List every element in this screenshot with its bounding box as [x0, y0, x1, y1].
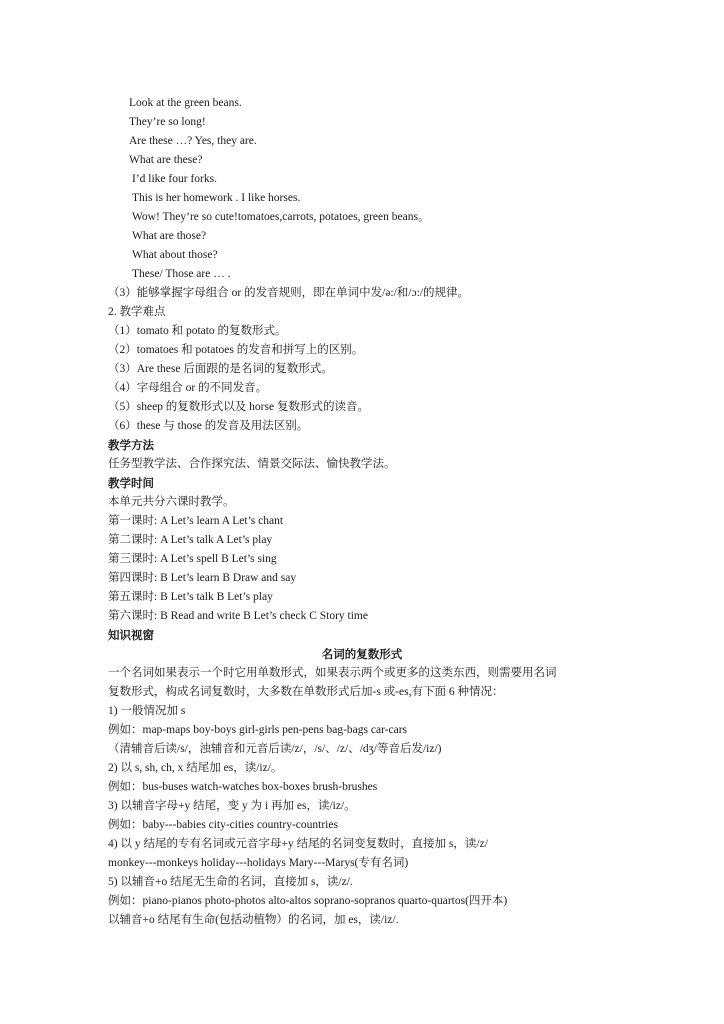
difficulty-item: （1）tomato 和 potato 的复数形式。 — [108, 325, 287, 337]
example-line: monkey---monkeys holiday---holidays Mary---Marys(专有名词) — [108, 857, 409, 869]
difficulty-item: （3）Are these 后面跟的是名词的复数形式。 — [108, 363, 333, 375]
lesson-item: 第六课时: B Read and write B Let’s check C Story time — [108, 610, 368, 622]
example-line: 例如：bus-buses watch-watches box-boxes brush-brushes — [108, 781, 378, 793]
lesson-item: 第三课时: A Let’s spell B Let’s sing — [108, 553, 277, 565]
section-title: 名词的复数形式 — [321, 647, 403, 661]
paragraph: 一个名词如果表示一个时它用单数形式，如果表示两个或更多的这类东西，则需要用名词 — [108, 667, 557, 679]
paragraph: 本单元共分六课时教学。 — [108, 496, 235, 508]
lesson-item: 第四课时: B Let’s learn B Draw and say — [108, 572, 297, 584]
dialogue-line: I’d like four forks. — [132, 173, 217, 185]
paragraph: 任务型教学法、合作探究法、情景交际法、愉快教学法。 — [108, 458, 396, 470]
rule-item: 4) 以 y 结尾的专有名词或元音字母+y 结尾的名词变复数时，直接加 s，读/z/ — [108, 838, 488, 850]
example-line: 例如：baby---babies city-cities country-countries — [108, 819, 338, 831]
example-line: 例如：piano-pianos photo-photos alto-altos soprano-sopranos quarto-quartos(四开本) — [108, 895, 508, 907]
rule-item: 5) 以辅音+o 结尾无生命的名词，直接加 s，读/z/. — [108, 876, 353, 888]
dialogue-line: Are these …? Yes, they are. — [129, 135, 257, 147]
dialogue-line: What about those? — [132, 249, 218, 261]
rule-item: 3) 以辅音字母+y 结尾，变 y 为 i 再加 es，读/iz/。 — [108, 800, 356, 812]
objective-item: （3）能够掌握字母组合 or 的发音规则，即在单词中发/ə:/和/ɔ:/的规律。 — [108, 287, 469, 299]
difficulty-item: （4）字母组合 or 的不同发音。 — [108, 382, 268, 394]
dialogue-line: What are those? — [132, 230, 207, 242]
paragraph: 复数形式，构成名词复数时，大多数在单数形式后加-s 或-es,有下面 6 种情况： — [108, 686, 504, 698]
heading-knowledge-window: 知识视窗 — [108, 628, 154, 642]
difficulty-item: （5）sheep 的复数形式以及 horse 复数形式的读音。 — [108, 401, 369, 413]
difficulty-item: （2）tomatoes 和 potatoes 的发音和拼写上的区别。 — [108, 344, 364, 356]
section-heading: 2. 教学难点 — [108, 306, 166, 318]
example-line: 例如：map-maps boy-boys girl-girls pen-pens bag-bags car-cars — [108, 724, 408, 736]
heading-teaching-time: 教学时间 — [108, 476, 154, 490]
dialogue-line: They’re so long! — [129, 116, 206, 128]
difficulty-item: （6）these 与 those 的发音及用法区别。 — [108, 420, 309, 432]
rule-item: 2) 以 s, sh, ch, x 结尾加 es，读/iz/。 — [108, 762, 283, 774]
lesson-item: 第五课时: B Let’s talk B Let’s play — [108, 591, 273, 603]
rule-item: 以辅音+o 结尾有生命(包括动植物）的名词，加 es，读/iz/. — [108, 914, 399, 926]
rule-item: 1) 一般情况加 s — [108, 705, 186, 717]
lesson-item: 第二课时: A Let’s talk A Let’s play — [108, 534, 273, 546]
lesson-item: 第一课时: A Let’s learn A Let’s chant — [108, 515, 284, 527]
dialogue-line: What are these? — [129, 154, 203, 166]
dialogue-line: This is her homework . I like horses. — [132, 192, 301, 204]
heading-teaching-methods: 教学方法 — [108, 438, 154, 452]
dialogue-line: Look at the green beans. — [129, 97, 242, 109]
dialogue-line: These/ Those are … . — [132, 268, 231, 280]
dialogue-line: Wow! They’re so cute!tomatoes,carrots, potatoes, green beans。 — [132, 211, 430, 223]
note-line: （清辅音后读/s/，浊辅音和元音后读/z/，/s/、/z/、/dʒ/等音后发/iz/) — [108, 743, 442, 755]
